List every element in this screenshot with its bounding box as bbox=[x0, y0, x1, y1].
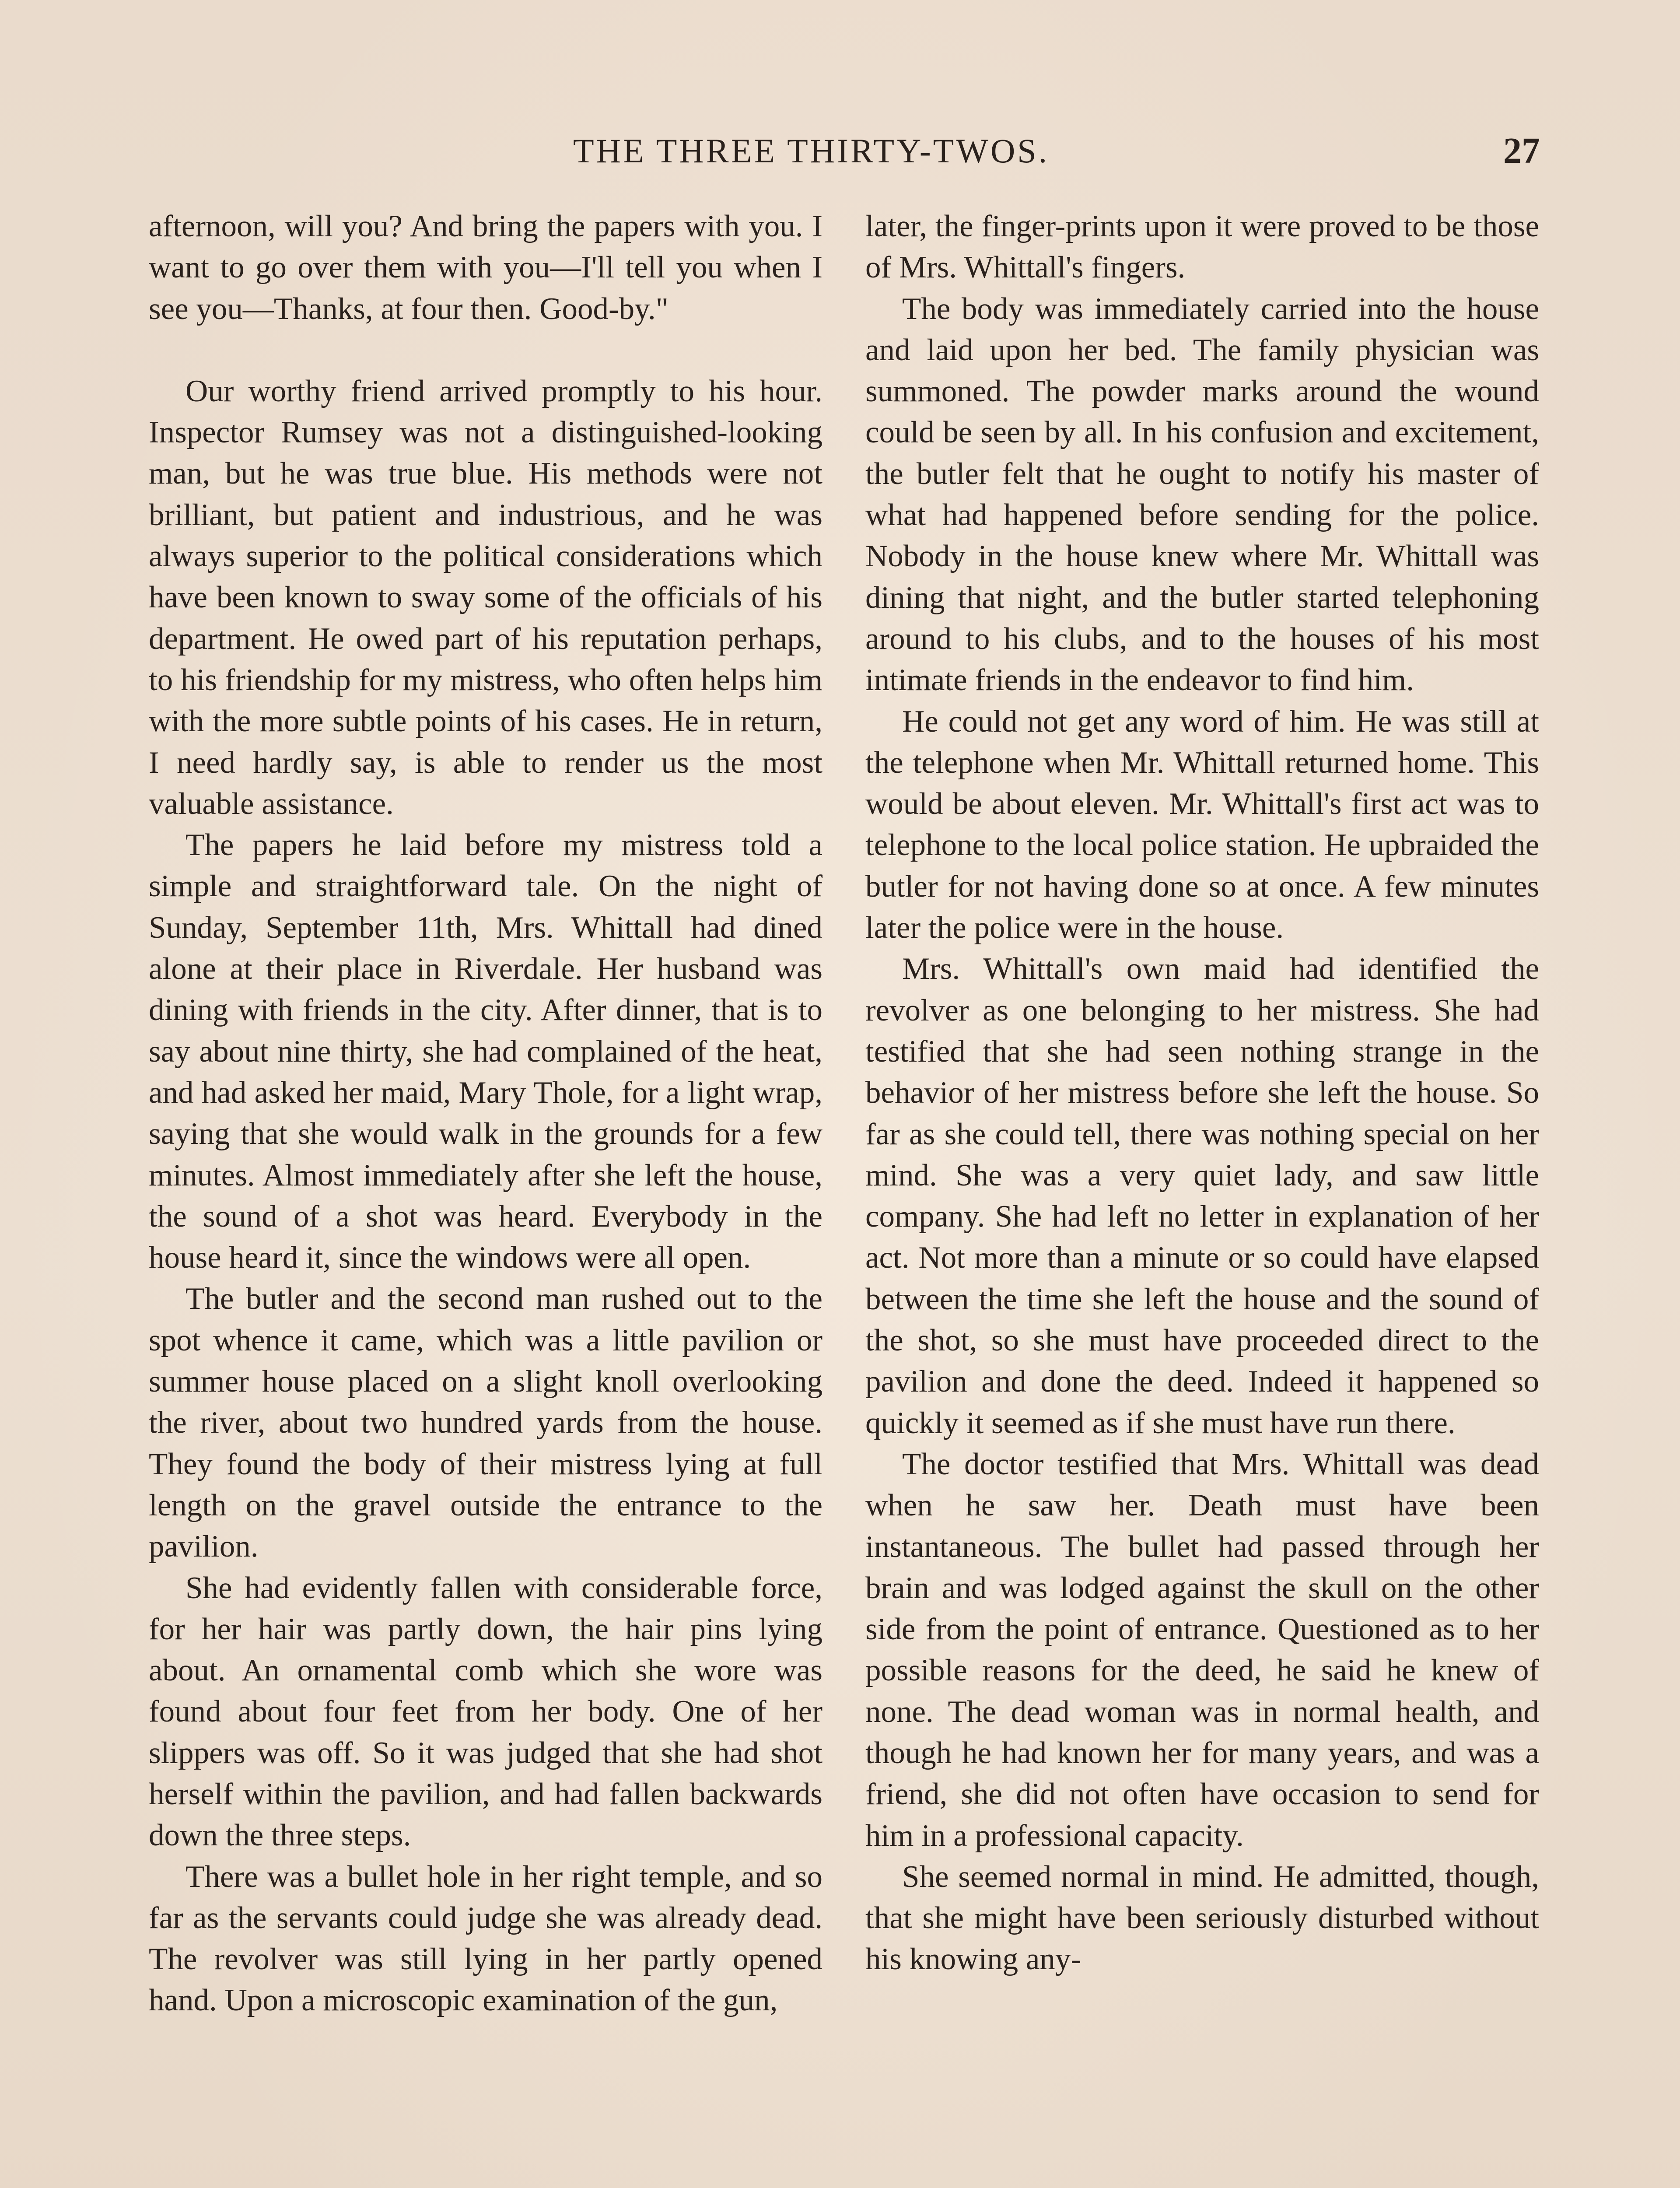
paragraph: Our worthy friend arrived promptly to his hour. Inspector Rumsey was not a distinguished-looking man, but he was true blue. His methods were not brilliant, but patient and industrious, and he was always superior to the political considerations which have been known to sway some of the officials of his department. He owed part of his reputation perhaps, to his friendship for my mistress, who often helps him with the more subtle points of his cases. He in return, I need hardly say, is able to render us the most valuable assistance. bbox=[149, 374, 822, 821]
paragraph: later, the finger-prints upon it were proved to be those of Mrs. Whittall's fingers. bbox=[865, 209, 1539, 285]
paragraph: There was a bullet hole in her right temple, and so far as the servants could judge she was already dead. The revolver was still lying in her partly opened hand. Upon a microscopic examination of the gun, bbox=[149, 1859, 822, 2018]
page-number: 27 bbox=[1503, 130, 1540, 171]
running-header bbox=[149, 127, 1540, 175]
paragraph: She had evidently fallen with considerable force, for her hair was partly down, the hair pins lying about. An ornamental comb which she wore was found about four feet from her body. One of her slippers was off. So it was judged that she had shot herself within the pavilion, and had fallen backwards down the three steps. bbox=[149, 1571, 822, 1853]
running-title: THE THREE THIRTY-TWOS. bbox=[573, 132, 1050, 170]
paragraph: The doctor testified that Mrs. Whittall was dead when he saw her. Death must have been instantaneous. The bullet had passed through her brain and was lodged against the skull on the other side from the point of entrance. Questioned as to her possible reasons for the deed, he said he knew of none. The dead woman was in normal health, and though he had known her for many years, and was a friend, she did not often have occasion to send for him in a professional capacity. bbox=[865, 1447, 1539, 1853]
paragraph: Mrs. Whittall's own maid had identified the revolver as one belonging to her mistress. She had testified that she had seen nothing strange in the behavior of her mistress before she left the house. So far as she could tell, there was nothing special on her mind. She was a very quiet lady, and saw little company. She had left no letter in explanation of her act. Not more than a minute or so could have elapsed between the time she left the house and the sound of the shot, so she must have proceeded direct to the pavilion and done the deed. Indeed it happened so quickly it seemed as if she must have run there. bbox=[865, 952, 1539, 1440]
paragraph: The papers he laid before my mistress told a simple and straightforward tale. On the night of Sunday, September 11th, Mrs. Whittall had dined alone at their place in Riverdale. Her husband was dining with friends in the city. After dinner, that is to say about nine thirty, she had complained of the heat, and had asked her maid, Mary Thole, for a light wrap, saying that she would walk in the grounds for a few minutes. Almost immediately after she left the house, the sound of a shot was heard. Everybody in the house heard it, since the windows were all open. bbox=[149, 828, 822, 1275]
left-column bbox=[149, 206, 822, 2021]
paragraph: The body was immediately carried into the house and laid upon her bed. The family physician was summoned. The powder marks around the wound could be seen by all. In his confusion and excitement, the butler felt that he ought to notify his master of what had happened before sending for the police. Nobody in the house knew where Mr. Whittall was dining that night, and the butler started telephoning around to his clubs, and to the houses of his most intimate friends in the endeavor to find him. bbox=[865, 291, 1539, 698]
paragraph: She seemed normal in mind. He admitted, though, that she might have been seriously disturbed without his knowing any- bbox=[865, 1859, 1539, 1977]
right-column bbox=[865, 206, 1539, 1980]
paragraph: afternoon, will you? And bring the papers with you. I want to go over them with you—I'll tell you when I see you—Thanks, at four then. Good-by." bbox=[149, 209, 822, 326]
paragraph: He could not get any word of him. He was still at the telephone when Mr. Whittall returned home. This would be about eleven. Mr. Whittall's first act was to telephone to the local police station. He upbraided the butler for not having done so at once. A few minutes later the police were in the house. bbox=[865, 704, 1539, 945]
paragraph: The butler and the second man rushed out to the spot whence it came, which was a little pavilion or summer house placed on a slight knoll overlooking the river, about two hundred yards from the house. They found the body of their mistress lying at full length on the gravel outside the entrance to the pavilion. bbox=[149, 1282, 822, 1564]
